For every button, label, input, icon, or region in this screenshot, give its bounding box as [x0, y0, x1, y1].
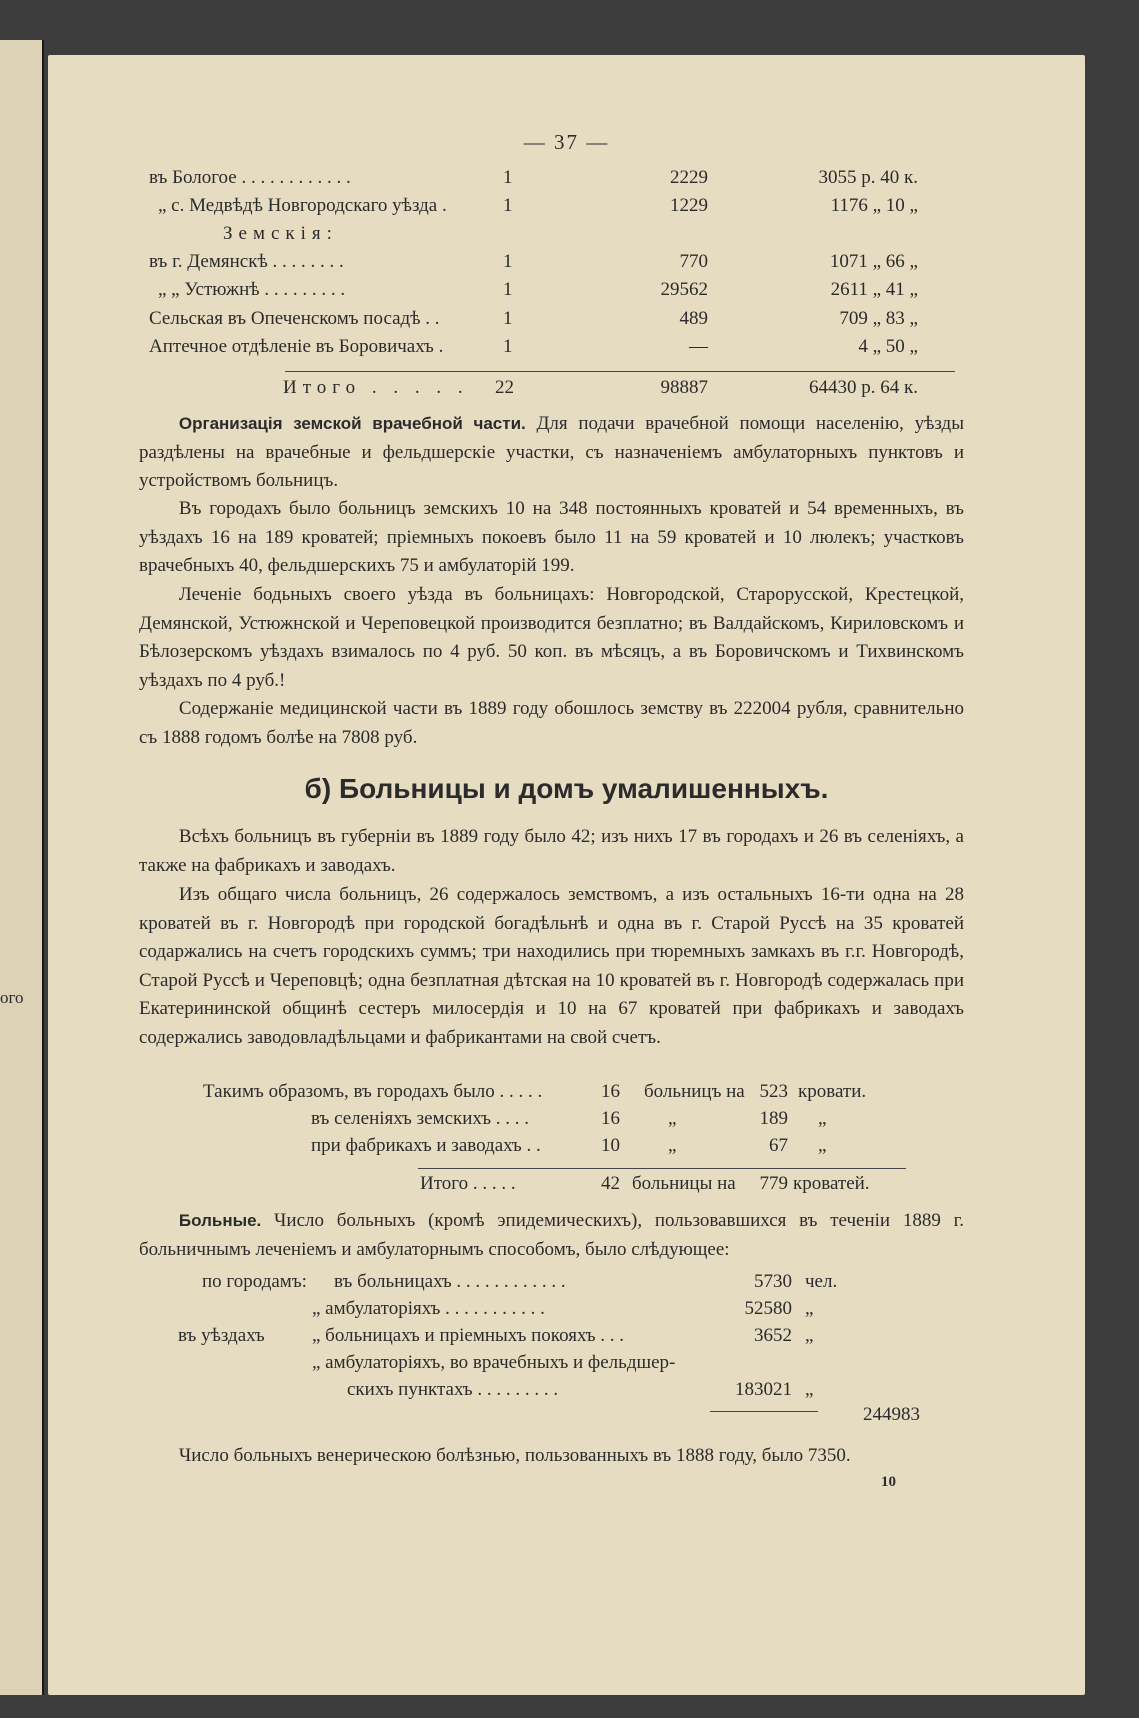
paragraph-hospitals-total: Всѣхъ больницъ въ губерніи въ 1889 году было 42; изъ нихъ 17 въ городахъ и 26 въ селеніяхъ, а также на фабрикахъ и заводахъ. [139, 826, 964, 876]
table-row-patients: 770 [679, 251, 708, 272]
summary-count: 16 [601, 1108, 620, 1129]
patients-value: 52580 [744, 1298, 792, 1319]
previous-page-edge [0, 40, 44, 1695]
patients-desc: въ больницахъ . . . . . . . . . . . . [334, 1271, 566, 1292]
summary-total-rule [418, 1168, 906, 1169]
table-row-cost: 2611 „ 41 „ [830, 279, 918, 300]
table-row-name: Сельская въ Опеченскомъ посадѣ . . [149, 308, 440, 329]
table-total-patients: 98887 [660, 377, 708, 398]
bold-lead: Организація земской врачебной части. [178, 414, 526, 433]
patients-unit: „ [805, 1325, 814, 1346]
table-row-cost: 1176 „ 10 „ [830, 195, 918, 216]
table-total-cost: 64430 р. 64 к. [809, 377, 918, 398]
paragraph-hospitals-count: Въ городахъ было больницъ земскихъ 10 на 348 постоянныхъ кроватей и 54 временныхъ, въ уѣздахъ 16 на 189 кроватей; пріемныхъ покоевъ было 11 на 59 кроватей и 10 люлекъ; участковъ врачебныхъ 40, фельдшерскихъ 75 и амбулаторій 199. [139, 498, 964, 576]
patients-desc: „ амбулаторіяхъ . . . . . . . . . . . [312, 1298, 545, 1319]
page [48, 55, 1085, 1695]
table-row-cost: 709 „ 83 „ [839, 308, 918, 329]
summary-unit: „ [818, 1135, 827, 1156]
summary-unit: кровати. [798, 1081, 867, 1102]
summary-count: 16 [601, 1081, 620, 1102]
signature-mark: 10 [881, 1474, 896, 1490]
table-row-count: 1 [503, 195, 513, 216]
summary-label: при фабрикахъ и заводахъ . . [311, 1135, 541, 1156]
patients-value: 3652 [754, 1325, 792, 1346]
table-row-name: Аптечное отдѣленіе въ Боровичахъ . [149, 336, 444, 357]
summary-count: 10 [601, 1135, 620, 1156]
patients-desc: „ амбулаторіяхъ, во врачебныхъ и фельдшер- [312, 1352, 676, 1373]
table-row-name: въ Бологое . . . . . . . . . . . . [149, 167, 351, 188]
table-row-cost: 1071 „ 66 „ [829, 251, 918, 272]
paragraph-venereal: Число больныхъ венерическою болѣзнью, пользованныхъ въ 1888 году, было 7350. [178, 1445, 851, 1466]
paragraph-text: Число больныхъ (кромѣ эпидемическихъ), пользовавшихся въ теченіи 1889 г. больничнымъ леченіемъ и амбулаторнымъ способомъ, было слѣдующее: [139, 1210, 964, 1260]
summary-label: въ селеніяхъ земскихъ . . . . [311, 1108, 530, 1129]
summary-unit: „ [818, 1108, 827, 1129]
table-row-name: въ г. Демянскѣ . . . . . . . . [149, 251, 344, 272]
patients-desc: скихъ пунктахъ . . . . . . . . . [347, 1379, 559, 1400]
table-row-count: 1 [503, 167, 513, 188]
patients-group: въ уѣздахъ [178, 1325, 265, 1346]
table-row-count: 1 [503, 251, 513, 272]
summary-total-beds: 779 [759, 1173, 788, 1194]
table-total-label: Итого . . . . . [283, 377, 469, 398]
paragraph-hospitals-detail: Изъ общаго числа больницъ, 26 содержалось земствомъ, а изъ остальныхъ 16-ти одна на 28 кроватей въ г. Новгородѣ при городской богадѣльнѣ и одна въ г. Старой Руссѣ на 35 кроватей содаржались на счетъ городскихъ суммъ; три находились при тюремныхъ замкахъ въ г.г. Новгородѣ, Старой Руссѣ и Череповцѣ; одна безплатная дѣтская на 10 кроватей въ г. Новгородѣ содержалась при Екатерининской общинѣ сестеръ милосердія и 10 на 67 кроватей при фабрикахъ и заводахъ содержались заводовладѣльцами и фабрикантами на свой счетъ. [139, 884, 964, 1048]
summary-label: Такимъ образомъ, въ городахъ было . . . . . [203, 1081, 543, 1102]
paragraph-organization [139, 410, 964, 496]
summary-beds: 189 [759, 1108, 788, 1129]
patients-total-rule [710, 1411, 818, 1412]
bold-lead: Больные. [178, 1211, 262, 1230]
patients-unit: „ [805, 1298, 814, 1319]
table-subheading: Земскія: [223, 223, 338, 244]
summary-mid: „ [668, 1108, 677, 1129]
patients-value: 5730 [754, 1271, 792, 1292]
paragraph-patients [139, 1207, 964, 1264]
paragraph-text: Для подачи врачебной помощи населенію, уѣзды раздѣлены на врачебные и фельдшерскіе участки, съ назначеніемъ амбулаторныхъ пунктовъ и устройствомъ больницъ. [139, 413, 964, 491]
summary-total-unit: кроватей. [793, 1173, 870, 1194]
table-row-patients: 2229 [670, 167, 708, 188]
table-row-name: „ „ Устюжнѣ . . . . . . . . . [158, 279, 346, 300]
summary-mid: „ [668, 1135, 677, 1156]
paragraph-expenses: Содержаніе медицинской части въ 1889 году обошлось земству въ 222004 рубля, сравнительно съ 1888 годомъ болѣе на 7808 руб. [139, 698, 964, 748]
table-row-cost: 3055 р. 40 к. [818, 167, 918, 188]
paragraph-treatment: Леченіе бодьныхъ своего уѣзда въ больницахъ: Новгородской, Старорусской, Крестецкой, Демянской, Устюжнской и Череповецкой производится безплатно; въ Валдайскомъ, Кириловскомъ и Бѣлозерскомъ уѣздахъ взималось по 4 руб. 50 коп. въ мѣсяцъ, а въ Боровичскомъ и Тихвинскомъ уѣздахъ по 4 руб.! [139, 584, 964, 691]
patients-total: 244983 [863, 1404, 920, 1425]
patients-group: по городамъ: [202, 1271, 307, 1292]
patients-desc: „ больницахъ и пріемныхъ покояхъ . . . [312, 1325, 625, 1346]
table-row-count: 1 [503, 336, 513, 357]
summary-mid: больницъ на [644, 1081, 745, 1102]
patients-value: 183021 [735, 1379, 792, 1400]
patients-unit: „ [805, 1379, 814, 1400]
table-row-patients: 29562 [660, 279, 708, 300]
summary-beds: 67 [769, 1135, 788, 1156]
previous-page-fragment: ого [0, 988, 24, 1007]
table-row-count: 1 [503, 308, 513, 329]
summary-total-label: Итого . . . . . [420, 1173, 516, 1194]
table-row-name: „ с. Медвѣдѣ Новгородскаго уѣзда . [158, 195, 447, 216]
page-number: — 37 — [523, 130, 610, 154]
table-row-patients: — [689, 336, 708, 357]
table-total-count: 22 [495, 377, 514, 398]
summary-total-count: 42 [601, 1173, 620, 1194]
patients-unit: чел. [805, 1271, 838, 1292]
table-total-rule [285, 371, 955, 372]
section-heading: б) Больницы и домъ умалишенныхъ. [304, 773, 829, 804]
table-row-cost: 4 „ 50 „ [858, 336, 918, 357]
table-row-patients: 489 [679, 308, 708, 329]
table-row-patients: 1229 [670, 195, 708, 216]
summary-total-mid: больницы на [632, 1173, 736, 1194]
summary-beds: 523 [759, 1081, 788, 1102]
table-row-count: 1 [503, 279, 513, 300]
